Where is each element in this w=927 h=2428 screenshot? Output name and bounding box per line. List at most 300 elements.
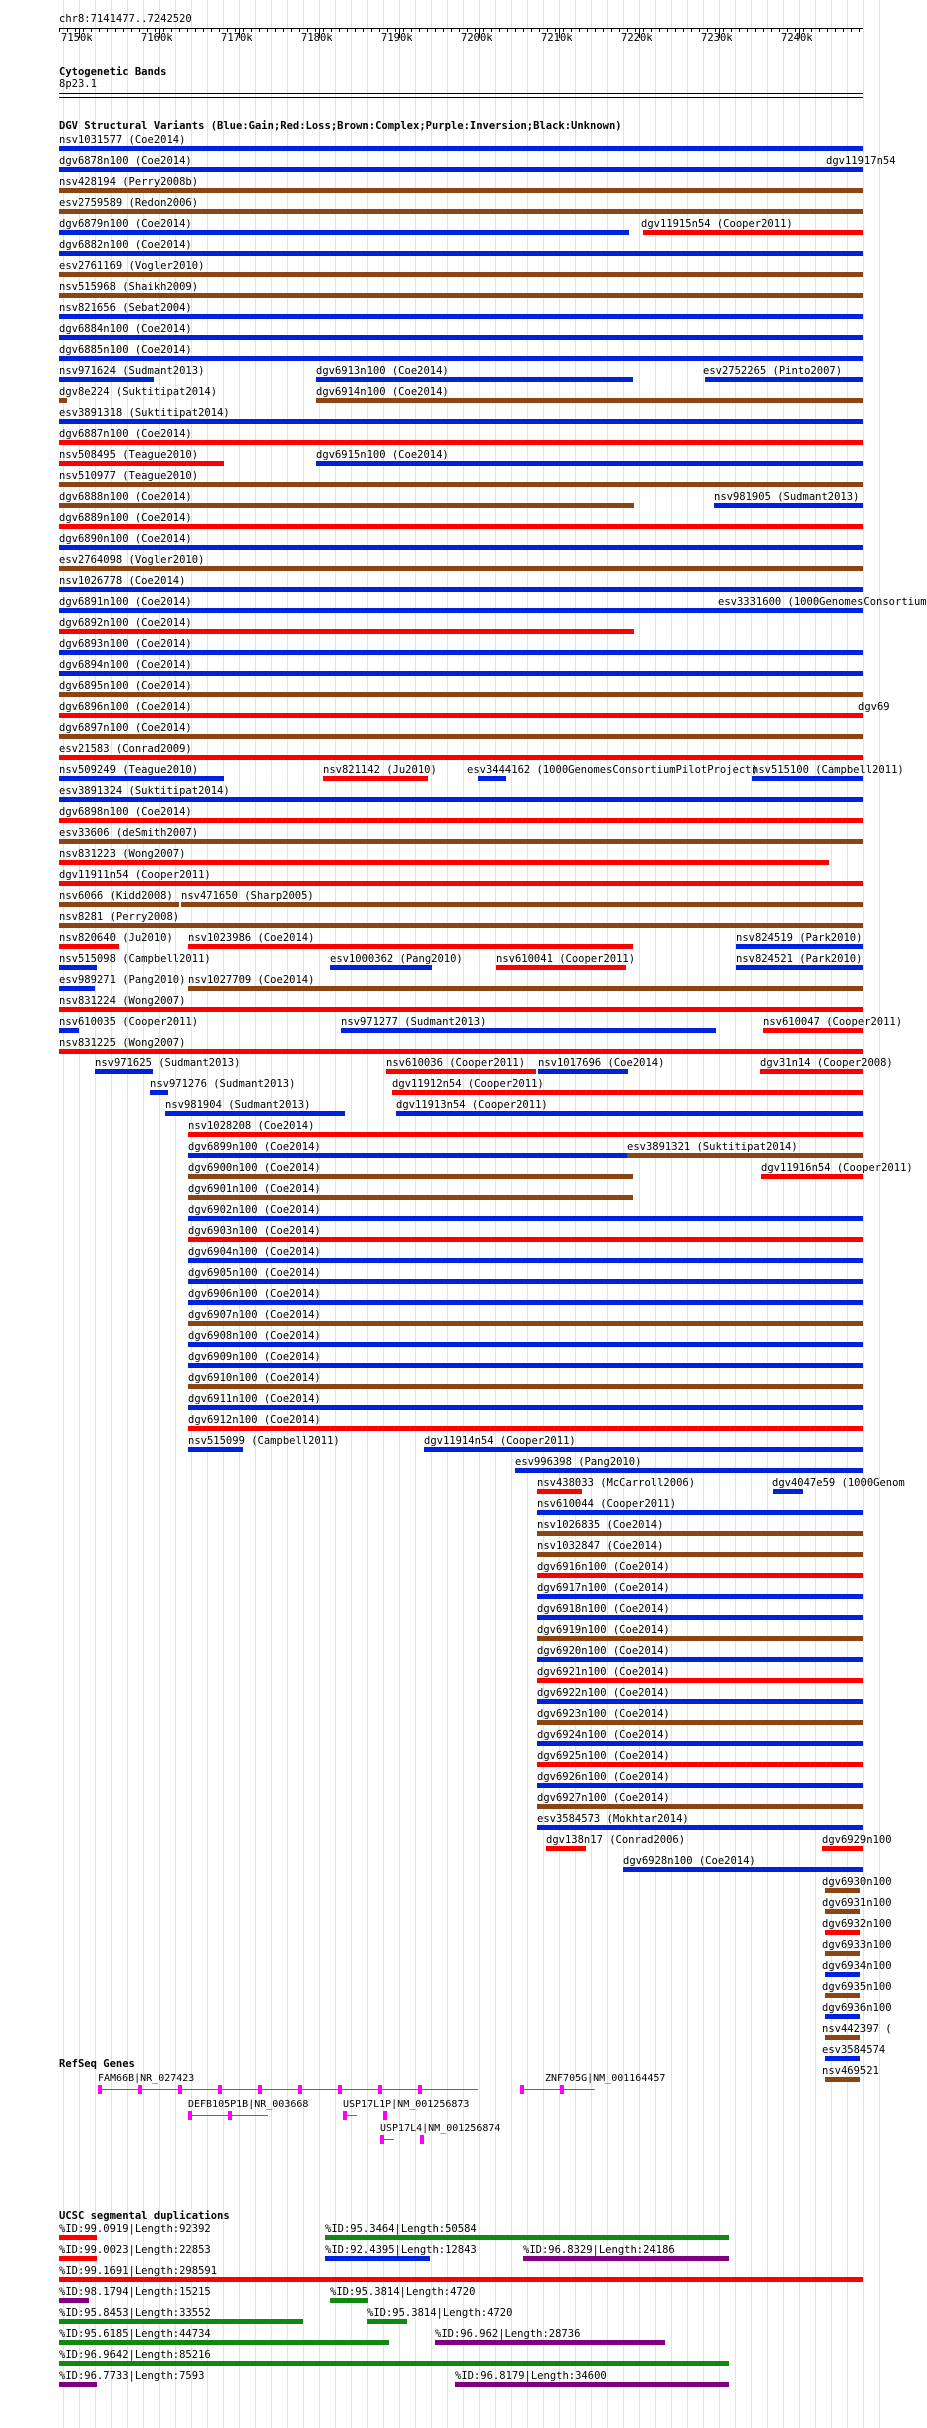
grid-line — [495, 0, 496, 2428]
variant-bar[interactable] — [537, 1636, 863, 1641]
variant-bar[interactable] — [537, 1594, 863, 1599]
variant-bar[interactable] — [59, 398, 67, 403]
variant-bar[interactable] — [59, 818, 863, 823]
variant-bar[interactable] — [761, 1174, 863, 1179]
variant-bar[interactable] — [546, 1846, 586, 1851]
variant-bar[interactable] — [59, 251, 863, 256]
grid-line — [639, 0, 640, 2428]
variant-bar[interactable] — [59, 524, 863, 529]
ruler-minor-tick — [451, 28, 452, 32]
feature-label: nsv515098 (Campbell2011) — [59, 953, 211, 965]
feature-label: esv1000362 (Pang2010) — [330, 953, 463, 965]
variant-bar[interactable] — [59, 692, 863, 697]
feature-label: dgv6887n100 (Coe2014) — [59, 428, 192, 440]
feature-label: dgv6920n100 (Coe2014) — [537, 1645, 670, 1657]
ruler-minor-tick — [275, 28, 276, 32]
variant-bar[interactable] — [188, 1153, 628, 1158]
cytoband-track-title: Cytogenetic Bands — [59, 66, 167, 78]
feature-label: nsv820640 (Ju2010) — [59, 932, 173, 944]
variant-bar[interactable] — [165, 1111, 345, 1116]
variant-bar[interactable] — [537, 1783, 863, 1788]
variant-bar[interactable] — [478, 776, 506, 781]
grid-line — [559, 0, 560, 2428]
ruler-tick-label: 7240k — [781, 32, 813, 44]
gene-exon — [98, 2085, 102, 2094]
variant-bar[interactable] — [537, 1825, 863, 1830]
variant-bar[interactable] — [59, 965, 97, 970]
variant-bar[interactable] — [537, 1699, 863, 1704]
variant-bar[interactable] — [59, 755, 863, 760]
variant-bar[interactable] — [627, 1153, 863, 1158]
ruler-minor-tick — [403, 28, 404, 32]
feature-label: nsv971276 (Sudmant2013) — [150, 1078, 296, 1090]
feature-label: nsv1026778 (Coe2014) — [59, 575, 186, 587]
ruler-minor-tick — [163, 28, 164, 32]
variant-bar[interactable] — [59, 167, 863, 172]
feature-label: esv3584573 (Mokhtar2014) — [537, 1813, 689, 1825]
variant-bar[interactable] — [188, 1195, 633, 1200]
ruler-minor-tick — [587, 28, 588, 32]
gene-exon — [178, 2085, 182, 2094]
variant-bar[interactable] — [330, 2298, 368, 2303]
variant-bar[interactable] — [316, 461, 863, 466]
ruler-minor-tick — [539, 28, 540, 32]
gene-exon — [343, 2111, 347, 2120]
feature-label: nsv824521 (Park2010) — [736, 953, 863, 965]
variant-bar[interactable] — [825, 1993, 860, 1998]
feature-label: dgv11915n54 (Cooper2011) — [641, 218, 793, 230]
gene-exon — [218, 2085, 222, 2094]
feature-label: %ID:99.1691|Length:298591 — [59, 2265, 218, 2277]
region-coordinates: chr8:7141477..7242520 — [59, 13, 192, 25]
feature-label: %ID:99.0919|Length:92392 — [59, 2223, 211, 2235]
variant-bar[interactable] — [59, 986, 95, 991]
feature-label: %ID:96.7733|Length:7593 — [59, 2370, 205, 2382]
feature-label: dgv6924n100 (Coe2014) — [537, 1729, 670, 1741]
variant-bar[interactable] — [59, 650, 863, 655]
variant-bar[interactable] — [59, 923, 863, 928]
feature-label: nsv509249 (Teague2010) — [59, 764, 199, 776]
grid-line — [479, 0, 480, 2428]
feature-label: dgv6884n100 (Coe2014) — [59, 323, 192, 335]
variant-bar[interactable] — [424, 1447, 863, 1452]
variant-bar[interactable] — [752, 776, 863, 781]
feature-label: dgv6921n100 (Coe2014) — [537, 1666, 670, 1678]
variant-bar[interactable] — [537, 1615, 863, 1620]
gene-exon — [338, 2085, 342, 2094]
feature-label: dgv6893n100 (Coe2014) — [59, 638, 192, 650]
variant-bar[interactable] — [825, 1972, 860, 1977]
variant-bar[interactable] — [59, 2277, 863, 2282]
variant-bar[interactable] — [59, 314, 863, 319]
ruler-minor-tick — [75, 28, 76, 32]
feature-label: dgv6932n100 — [822, 1918, 892, 1930]
variant-bar[interactable] — [323, 776, 428, 781]
ruler-minor-tick — [491, 28, 492, 32]
feature-label: nsv610044 (Cooper2011) — [537, 1498, 677, 1510]
variant-bar[interactable] — [59, 839, 863, 844]
feature-label: %ID:92.4395|Length:12843 — [325, 2244, 477, 2256]
feature-label: dgv6935n100 — [822, 1981, 892, 1993]
feature-label: dgv6897n100 (Coe2014) — [59, 722, 192, 734]
variant-bar[interactable] — [59, 902, 179, 907]
variant-bar[interactable] — [714, 503, 863, 508]
variant-bar[interactable] — [188, 986, 863, 991]
feature-label: dgv6910n100 (Coe2014) — [188, 1372, 321, 1384]
feature-label: dgv6933n100 — [822, 1939, 892, 1951]
feature-label: dgv6907n100 (Coe2014) — [188, 1309, 321, 1321]
feature-label: nsv1027709 (Coe2014) — [188, 974, 315, 986]
variant-bar[interactable] — [537, 1573, 863, 1578]
variant-bar[interactable] — [825, 2056, 860, 2061]
variant-bar[interactable] — [59, 671, 863, 676]
ruler-minor-tick — [203, 28, 204, 32]
feature-label: dgv6919n100 (Coe2014) — [537, 1624, 670, 1636]
variant-bar[interactable] — [59, 860, 829, 865]
ruler-minor-tick — [59, 28, 60, 32]
feature-label: dgv6915n100 (Coe2014) — [316, 449, 449, 461]
variant-bar[interactable] — [59, 2361, 729, 2366]
variant-bar[interactable] — [59, 776, 224, 781]
ruler-minor-tick — [619, 28, 620, 32]
variant-bar[interactable] — [537, 1720, 863, 1725]
variant-bar[interactable] — [59, 335, 863, 340]
variant-bar[interactable] — [515, 1468, 863, 1473]
ruler-minor-tick — [523, 28, 524, 32]
variant-bar[interactable] — [188, 1363, 863, 1368]
variant-bar[interactable] — [59, 734, 863, 739]
variant-bar[interactable] — [367, 2319, 407, 2324]
variant-bar[interactable] — [325, 2256, 430, 2261]
feature-label: dgv6894n100 (Coe2014) — [59, 659, 192, 671]
ruler-minor-tick — [723, 28, 724, 32]
gene-label: DEFB105P1B|NR_003668 — [188, 2099, 309, 2110]
variant-bar[interactable] — [537, 1804, 863, 1809]
variant-bar[interactable] — [188, 1342, 863, 1347]
variant-bar[interactable] — [59, 587, 863, 592]
variant-bar[interactable] — [537, 1531, 863, 1536]
variant-bar[interactable] — [59, 1049, 863, 1054]
gene-exon — [380, 2135, 384, 2144]
variant-bar[interactable] — [537, 1762, 863, 1767]
feature-label: dgv6936n100 — [822, 2002, 892, 2014]
ruler-minor-tick — [531, 28, 532, 32]
ruler-minor-tick — [115, 28, 116, 32]
variant-bar[interactable] — [537, 1678, 863, 1683]
ruler-minor-tick — [395, 28, 396, 32]
variant-bar[interactable] — [825, 2014, 860, 2019]
gene-exon — [418, 2085, 422, 2094]
ruler-minor-tick — [843, 28, 844, 32]
variant-bar[interactable] — [188, 1279, 863, 1284]
feature-label: dgv6902n100 (Coe2014) — [188, 1204, 321, 1216]
variant-bar[interactable] — [59, 2319, 303, 2324]
variant-bar[interactable] — [59, 377, 154, 382]
variant-bar[interactable] — [188, 1321, 863, 1326]
variant-bar[interactable] — [858, 713, 863, 718]
feature-label: esv2759589 (Redon2006) — [59, 197, 199, 209]
variant-bar[interactable] — [537, 1489, 582, 1494]
ruler-minor-tick — [379, 28, 380, 32]
ruler-minor-tick — [323, 28, 324, 32]
ruler-minor-tick — [339, 28, 340, 32]
feature-label: nsv6066 (Kidd2008) — [59, 890, 173, 902]
ruler-tick-label: 7200k — [461, 32, 493, 44]
variant-bar[interactable] — [59, 2382, 97, 2387]
variant-bar[interactable] — [705, 377, 863, 382]
variant-bar[interactable] — [59, 440, 863, 445]
ruler-tick-label: 7160k — [141, 32, 173, 44]
feature-label: dgv6918n100 (Coe2014) — [537, 1603, 670, 1615]
ruler-tick-label: 7190k — [381, 32, 413, 44]
variant-bar[interactable] — [188, 1405, 863, 1410]
variant-bar[interactable] — [188, 1237, 863, 1242]
gene-exon — [228, 2111, 232, 2120]
variant-bar[interactable] — [538, 1069, 628, 1074]
ruler-tick-label: 7170k — [221, 32, 253, 44]
variant-bar[interactable] — [188, 1384, 863, 1389]
grid-line — [543, 0, 544, 2428]
variant-bar[interactable] — [822, 1846, 863, 1851]
ruler-minor-tick — [315, 28, 316, 32]
variant-bar[interactable] — [623, 1867, 863, 1872]
feature-label: dgv6927n100 (Coe2014) — [537, 1792, 670, 1804]
variant-bar[interactable] — [59, 797, 863, 802]
feature-label: dgv11911n54 (Cooper2011) — [59, 869, 211, 881]
variant-bar[interactable] — [59, 293, 863, 298]
ruler-minor-tick — [675, 28, 676, 32]
variant-bar[interactable] — [59, 461, 224, 466]
ruler-minor-tick — [179, 28, 180, 32]
ruler-minor-tick — [419, 28, 420, 32]
feature-label: dgv6905n100 (Coe2014) — [188, 1267, 321, 1279]
feature-label: dgv6911n100 (Coe2014) — [188, 1393, 321, 1405]
feature-label: dgv69 — [858, 701, 890, 713]
feature-label: dgv6923n100 (Coe2014) — [537, 1708, 670, 1720]
variant-bar[interactable] — [825, 2077, 860, 2082]
variant-bar[interactable] — [537, 1510, 863, 1515]
feature-label: dgv6903n100 (Coe2014) — [188, 1225, 321, 1237]
variant-bar[interactable] — [188, 944, 633, 949]
feature-label: esv33606 (deSmith2007) — [59, 827, 199, 839]
feature-label: nsv8281 (Perry2008) — [59, 911, 180, 923]
variant-bar[interactable] — [59, 272, 863, 277]
gene-model[interactable] — [520, 2089, 595, 2090]
variant-bar[interactable] — [825, 1909, 860, 1914]
variant-bar[interactable] — [825, 1951, 860, 1956]
variant-bar[interactable] — [59, 566, 863, 571]
gene-exon — [520, 2085, 524, 2094]
variant-bar[interactable] — [537, 1657, 863, 1662]
variant-bar[interactable] — [59, 230, 629, 235]
variant-bar[interactable] — [826, 167, 863, 172]
variant-bar[interactable] — [59, 944, 119, 949]
feature-label: dgv6917n100 (Coe2014) — [537, 1582, 670, 1594]
ruler-minor-tick — [139, 28, 140, 32]
feature-label: dgv6934n100 — [822, 1960, 892, 1972]
variant-bar[interactable] — [95, 1069, 153, 1074]
feature-label: dgv6890n100 (Coe2014) — [59, 533, 192, 545]
variant-bar[interactable] — [181, 902, 863, 907]
feature-label: esv2752265 (Pinto2007) — [703, 365, 843, 377]
variant-bar[interactable] — [760, 1069, 863, 1074]
ruler-minor-tick — [91, 28, 92, 32]
ruler-minor-tick — [611, 28, 612, 32]
ruler-minor-tick — [251, 28, 252, 32]
variant-bar[interactable] — [825, 1888, 860, 1893]
ruler-minor-tick — [595, 28, 596, 32]
variant-bar[interactable] — [341, 1028, 716, 1033]
feature-label: dgv6892n100 (Coe2014) — [59, 617, 192, 629]
feature-label: dgv6901n100 (Coe2014) — [188, 1183, 321, 1195]
ruler-minor-tick — [147, 28, 148, 32]
ruler-minor-tick — [195, 28, 196, 32]
ruler-minor-tick — [851, 28, 852, 32]
feature-label: dgv11914n54 (Cooper2011) — [424, 1435, 576, 1447]
variant-bar[interactable] — [763, 1028, 863, 1033]
feature-label: dgv6879n100 (Coe2014) — [59, 218, 192, 230]
variant-bar[interactable] — [773, 1489, 803, 1494]
variant-bar[interactable] — [736, 965, 863, 970]
variant-bar[interactable] — [825, 1930, 860, 1935]
variant-bar[interactable] — [59, 2298, 89, 2303]
grid-line — [607, 0, 608, 2428]
variant-bar[interactable] — [188, 1447, 243, 1452]
variant-bar[interactable] — [496, 965, 626, 970]
variant-bar[interactable] — [188, 1132, 863, 1137]
ruler-tick-label: 7230k — [701, 32, 733, 44]
variant-bar[interactable] — [59, 146, 863, 151]
variant-bar[interactable] — [59, 545, 863, 550]
feature-label: nsv981905 (Sudmant2013) — [714, 491, 860, 503]
variant-bar[interactable] — [188, 1300, 863, 1305]
gene-label: USP17L4|NM_001256874 — [380, 2123, 501, 2134]
ruler-minor-tick — [707, 28, 708, 32]
variant-bar[interactable] — [386, 1069, 536, 1074]
ruler-minor-tick — [459, 28, 460, 32]
variant-bar[interactable] — [59, 629, 634, 634]
feature-label: nsv1031577 (Coe2014) — [59, 134, 186, 146]
variant-bar[interactable] — [325, 2235, 729, 2240]
variant-bar[interactable] — [643, 230, 863, 235]
feature-label: nsv610041 (Cooper2011) — [496, 953, 636, 965]
variant-bar[interactable] — [59, 2256, 97, 2261]
variant-bar[interactable] — [316, 377, 633, 382]
feature-label: nsv515968 (Shaikh2009) — [59, 281, 199, 293]
ruler-minor-tick — [747, 28, 748, 32]
ruler-minor-tick — [771, 28, 772, 32]
grid-line — [591, 0, 592, 2428]
feature-label: dgv6916n100 (Coe2014) — [537, 1561, 670, 1573]
variant-bar[interactable] — [825, 2035, 860, 2040]
variant-bar[interactable] — [435, 2340, 665, 2345]
ruler-minor-tick — [699, 28, 700, 32]
feature-label: esv3891324 (Suktitipat2014) — [59, 785, 230, 797]
ruler-minor-tick — [99, 28, 100, 32]
ruler-minor-tick — [819, 28, 820, 32]
variant-bar[interactable] — [188, 1174, 633, 1179]
ruler-tick-label: 7220k — [621, 32, 653, 44]
feature-label: nsv1032847 (Coe2014) — [537, 1540, 664, 1552]
variant-bar[interactable] — [455, 2382, 729, 2387]
variant-bar[interactable] — [150, 1090, 168, 1095]
feature-label: dgv11917n54 — [826, 155, 896, 167]
variant-bar[interactable] — [59, 482, 863, 487]
variant-bar[interactable] — [59, 1028, 79, 1033]
variant-bar[interactable] — [537, 1552, 863, 1557]
ruler-minor-tick — [371, 28, 372, 32]
variant-bar[interactable] — [537, 1741, 863, 1746]
feature-label: nsv971624 (Sudmant2013) — [59, 365, 205, 377]
feature-label: esv3331600 (1000GenomesConsortium — [718, 596, 927, 608]
ruler-minor-tick — [763, 28, 764, 32]
variant-bar[interactable] — [330, 965, 432, 970]
grid-line — [527, 0, 528, 2428]
feature-label: esv21583 (Conrad2009) — [59, 743, 192, 755]
feature-label: dgv6899n100 (Coe2014) — [188, 1141, 321, 1153]
ruler-minor-tick — [171, 28, 172, 32]
feature-label: %ID:95.6185|Length:44734 — [59, 2328, 211, 2340]
track-divider — [59, 97, 863, 98]
variant-bar[interactable] — [59, 2235, 97, 2240]
variant-bar[interactable] — [59, 2340, 389, 2345]
variant-bar[interactable] — [59, 209, 863, 214]
variant-bar[interactable] — [736, 944, 863, 949]
variant-bar[interactable] — [718, 608, 763, 613]
feature-label: esv3584574 — [822, 2044, 886, 2056]
variant-bar[interactable] — [59, 503, 634, 508]
feature-label: nsv821656 (Sebat2004) — [59, 302, 192, 314]
ruler-minor-tick — [643, 28, 644, 32]
feature-label: dgv6930n100 — [822, 1876, 892, 1888]
ruler-minor-tick — [835, 28, 836, 32]
cytoband-label: 8p23.1 — [59, 78, 97, 90]
feature-label: esv3444162 (1000GenomesConsortiumPilotProject) — [467, 764, 758, 776]
feature-label: dgv6896n100 (Coe2014) — [59, 701, 192, 713]
gene-label: FAM66B|NR_027423 — [98, 2073, 195, 2084]
variant-bar[interactable] — [188, 1216, 863, 1221]
feature-label: nsv515100 (Campbell2011) — [752, 764, 904, 776]
ruler-minor-tick — [435, 28, 436, 32]
variant-bar[interactable] — [59, 356, 863, 361]
variant-bar[interactable] — [523, 2256, 729, 2261]
dgv-track-title: DGV Structural Variants (Blue:Gain;Red:Loss;Brown:Complex;Purple:Inversion;Black:Unknown) — [59, 120, 622, 132]
feature-label: nsv471650 (Sharp2005) — [181, 890, 314, 902]
gene-exon — [378, 2085, 382, 2094]
feature-label: dgv6895n100 (Coe2014) — [59, 680, 192, 692]
variant-bar[interactable] — [59, 713, 863, 718]
variant-bar[interactable] — [188, 1258, 863, 1263]
ruler-minor-tick — [155, 28, 156, 32]
ruler-minor-tick — [579, 28, 580, 32]
variant-bar[interactable] — [59, 419, 863, 424]
variant-bar[interactable] — [188, 1426, 863, 1431]
variant-bar[interactable] — [392, 1090, 863, 1095]
ruler-minor-tick — [211, 28, 212, 32]
feature-label: %ID:99.0023|Length:22853 — [59, 2244, 211, 2256]
variant-bar[interactable] — [396, 1111, 863, 1116]
ruler-minor-tick — [227, 28, 228, 32]
variant-bar[interactable] — [59, 1007, 863, 1012]
feature-label: %ID:95.3814|Length:4720 — [330, 2286, 476, 2298]
variant-bar[interactable] — [316, 398, 863, 403]
feature-label: nsv438033 (McCarroll2006) — [537, 1477, 696, 1489]
feature-label: %ID:96.8329|Length:24186 — [523, 2244, 675, 2256]
variant-bar[interactable] — [59, 188, 863, 193]
variant-bar[interactable] — [59, 881, 863, 886]
feature-label: nsv1023986 (Coe2014) — [188, 932, 315, 944]
ruler-minor-tick — [635, 28, 636, 32]
